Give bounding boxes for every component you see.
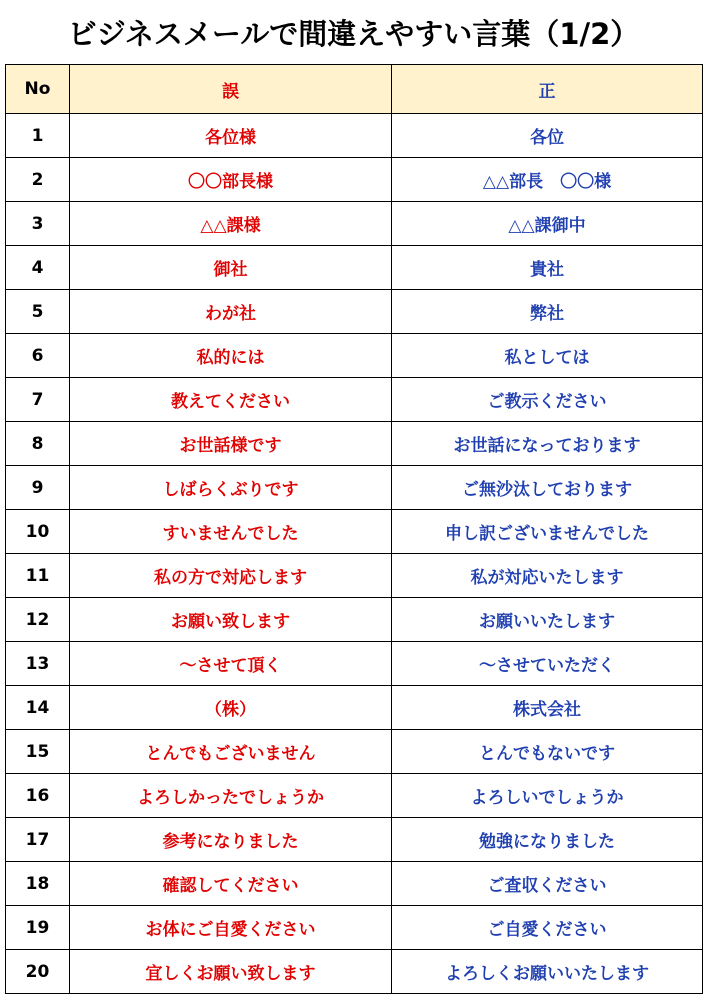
wrong-expression: とんでもございません <box>70 730 392 774</box>
wrong-expression: 教えてください <box>70 378 392 422</box>
row-number: 2 <box>6 158 70 202</box>
row-number: 16 <box>6 774 70 818</box>
wrong-expression: わが社 <box>70 290 392 334</box>
correct-expression: 私が対応いたします <box>392 554 703 598</box>
table-row <box>6 202 703 246</box>
correct-expression: 各位 <box>392 114 703 158</box>
table-row <box>6 950 703 994</box>
wrong-expression: 確認してください <box>70 862 392 906</box>
correct-expression: よろしくお願いいたします <box>392 950 703 994</box>
table-row <box>6 422 703 466</box>
table-row <box>6 774 703 818</box>
wrong-expression: お願い致します <box>70 598 392 642</box>
wrong-expression: （株） <box>70 686 392 730</box>
row-number: 15 <box>6 730 70 774</box>
table-row <box>6 246 703 290</box>
row-number: 12 <box>6 598 70 642</box>
wrong-expression: ～させて頂く <box>70 642 392 686</box>
row-number: 11 <box>6 554 70 598</box>
correct-expression: ～させていただく <box>392 642 703 686</box>
row-number: 20 <box>6 950 70 994</box>
wrong-expression: よろしかったでしょうか <box>70 774 392 818</box>
correct-expression: 勉強になりました <box>392 818 703 862</box>
row-number: 8 <box>6 422 70 466</box>
correct-expression: お願いいたします <box>392 598 703 642</box>
table-row <box>6 554 703 598</box>
wrong-expression: 私的には <box>70 334 392 378</box>
row-number: 3 <box>6 202 70 246</box>
wrong-expression: お世話様です <box>70 422 392 466</box>
row-number: 9 <box>6 466 70 510</box>
table-row <box>6 598 703 642</box>
word-comparison-table <box>5 64 703 994</box>
correct-expression: 私としては <box>392 334 703 378</box>
row-number: 7 <box>6 378 70 422</box>
table-row <box>6 290 703 334</box>
row-number: 13 <box>6 642 70 686</box>
table-row <box>6 642 703 686</box>
table-row <box>6 466 703 510</box>
table-row <box>6 378 703 422</box>
table-row <box>6 686 703 730</box>
row-number: 4 <box>6 246 70 290</box>
table-row <box>6 906 703 950</box>
table-body <box>6 114 703 994</box>
wrong-expression: しばらくぶりです <box>70 466 392 510</box>
correct-expression: よろしいでしょうか <box>392 774 703 818</box>
table-row <box>6 334 703 378</box>
table-row <box>6 510 703 554</box>
table-row <box>6 114 703 158</box>
table-row <box>6 818 703 862</box>
correct-expression: 弊社 <box>392 290 703 334</box>
row-number: 6 <box>6 334 70 378</box>
correct-expression: △△部長 〇〇様 <box>392 158 703 202</box>
row-number: 18 <box>6 862 70 906</box>
correct-expression: △△課御中 <box>392 202 703 246</box>
table-row <box>6 158 703 202</box>
header-no: No <box>6 65 70 114</box>
wrong-expression: すいませんでした <box>70 510 392 554</box>
row-number: 19 <box>6 906 70 950</box>
correct-expression: 株式会社 <box>392 686 703 730</box>
row-number: 10 <box>6 510 70 554</box>
row-number: 17 <box>6 818 70 862</box>
wrong-expression: 参考になりました <box>70 818 392 862</box>
correct-expression: ご査収ください <box>392 862 703 906</box>
wrong-expression: 御社 <box>70 246 392 290</box>
wrong-expression: 各位様 <box>70 114 392 158</box>
correct-expression: とんでもないです <box>392 730 703 774</box>
wrong-expression: 私の方で対応します <box>70 554 392 598</box>
correct-expression: ご教示ください <box>392 378 703 422</box>
row-number: 14 <box>6 686 70 730</box>
table-row <box>6 730 703 774</box>
wrong-expression: 宜しくお願い致します <box>70 950 392 994</box>
row-number: 5 <box>6 290 70 334</box>
correct-expression: 貴社 <box>392 246 703 290</box>
correct-expression: ご無沙汰しております <box>392 466 703 510</box>
header-row <box>6 65 703 114</box>
wrong-expression: お体にご自愛ください <box>70 906 392 950</box>
header-wrong: 誤 <box>70 65 392 114</box>
page-title: ビジネスメールで間違えやすい言葉（1/2） <box>67 17 640 51</box>
wrong-expression: △△課様 <box>70 202 392 246</box>
table-header <box>6 65 703 114</box>
correct-expression: 申し訳ございませんでした <box>392 510 703 554</box>
wrong-expression: 〇〇部長様 <box>70 158 392 202</box>
correct-expression: お世話になっております <box>392 422 703 466</box>
table-row <box>6 862 703 906</box>
correct-expression: ご自愛ください <box>392 906 703 950</box>
header-right: 正 <box>392 65 703 114</box>
row-number: 1 <box>6 114 70 158</box>
